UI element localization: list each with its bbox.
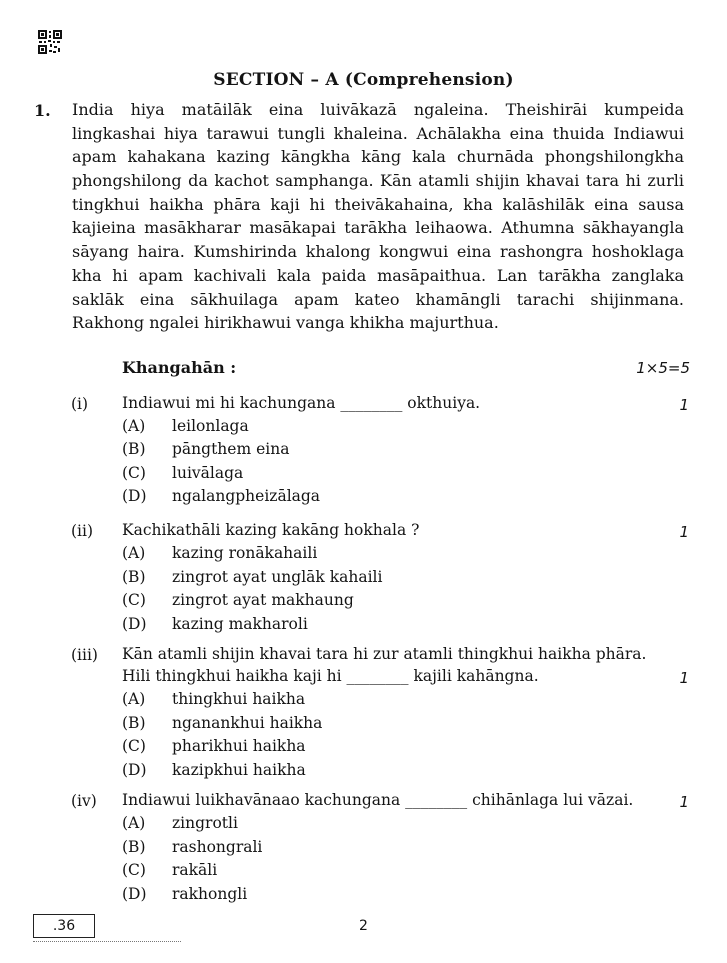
option-text: pāngthem eina	[172, 440, 290, 458]
option-label: (B)	[122, 568, 146, 586]
option-item	[122, 759, 306, 782]
subquestion-mark: 1	[679, 669, 689, 687]
section-title: SECTION – A (Comprehension)	[213, 70, 514, 90]
option-label: (C)	[122, 464, 146, 482]
option-label: (C)	[122, 591, 146, 609]
option-label: (A)	[122, 417, 146, 435]
option-item	[122, 883, 247, 906]
option-item	[122, 735, 306, 758]
option-label: (B)	[122, 440, 146, 458]
subquestion-mark: 1	[679, 523, 689, 541]
questions-heading: Khangahān :	[122, 358, 237, 377]
option-text: kazing makharoli	[172, 615, 308, 633]
option-label: (A)	[122, 690, 146, 708]
option-item	[122, 485, 320, 508]
passage-line: lingkashai hiya tarawui tungli khaleina. Achālakha eina thuida Indiawui	[72, 123, 684, 143]
subquestion-text: Kān atamli shijin khavai tara hi zur atamli thingkhui haikha phāra.	[122, 645, 647, 663]
passage-line: saklāk eina sākhuilaga apam kateo khamāngli tarachi shijinmana.	[72, 289, 684, 309]
option-text: leilonlaga	[172, 417, 249, 435]
option-text: nganankhui haikha	[172, 714, 323, 732]
option-item	[122, 462, 243, 485]
option-item	[122, 542, 317, 565]
option-text: zingrot ayat unglāk kahaili	[172, 568, 383, 586]
option-item	[122, 566, 382, 589]
questions-marks: 1×5=5	[636, 359, 690, 377]
qr-code-icon	[38, 30, 62, 54]
option-text: luivālaga	[172, 464, 244, 482]
paper-code-box: .36	[33, 914, 95, 938]
page-number: 2	[359, 918, 368, 934]
subquestion-text: Indiawui luikhavānaao kachungana ________ chihānlaga lui vāzai.	[122, 791, 634, 809]
option-label: (B)	[122, 714, 146, 732]
option-label: (A)	[122, 814, 146, 832]
subquestion-number: (iv)	[71, 792, 97, 810]
passage-line: kha hi apam kachivali kala paida masāpaithua. Lan tarākha zanglaka	[72, 265, 684, 285]
subquestion-number: (ii)	[71, 522, 94, 540]
subquestion-number: (i)	[71, 395, 89, 413]
option-text: zingrotli	[172, 814, 238, 832]
subquestion-mark: 1	[679, 396, 689, 414]
subquestion-text: Hili thingkhui haikha kaji hi ________ kajili kahāngna.	[122, 667, 539, 685]
comprehension-passage	[72, 98, 684, 335]
passage-line: India hiya matāilāk eina luivākazā ngaleina. Theishirāi kumpeida	[72, 100, 684, 119]
option-text: kazing ronākahaili	[172, 544, 318, 562]
passage-line: apam kahakana kazing kāngkha kāng kala churnāda phongshilongkha	[72, 147, 684, 167]
option-label: (B)	[122, 838, 146, 856]
option-label: (C)	[122, 737, 146, 755]
option-item	[122, 589, 354, 612]
footer-divider	[33, 941, 181, 942]
subquestion-number: (iii)	[71, 646, 98, 664]
subquestion-mark: 1	[679, 793, 689, 811]
passage-line: phongshilong da kachot samphanga. Kān atamli shijin khavai tara hi zurli	[72, 171, 684, 191]
option-label: (D)	[122, 885, 147, 903]
option-item	[122, 836, 262, 859]
option-text: rakāli	[172, 861, 218, 879]
option-text: zingrot ayat makhaung	[172, 591, 354, 609]
option-text: pharikhui haikha	[172, 737, 306, 755]
option-label: (D)	[122, 615, 147, 633]
option-label: (C)	[122, 861, 146, 879]
option-item	[122, 712, 322, 735]
option-text: rakhongli	[172, 885, 248, 903]
option-item	[122, 688, 305, 711]
subquestion-text: Indiawui mi hi kachungana ________ okthuiya.	[122, 394, 481, 412]
option-text: ngalangpheizālaga	[172, 487, 321, 505]
option-label: (A)	[122, 544, 146, 562]
option-text: rashongrali	[172, 838, 263, 856]
option-item	[122, 812, 238, 835]
option-label: (D)	[122, 761, 147, 779]
option-text: kazipkhui haikha	[172, 761, 306, 779]
question-number: 1.	[34, 101, 51, 120]
passage-line: Rakhong ngalei hirikhawui vanga khikha majurthua.	[72, 313, 499, 333]
option-item	[122, 613, 308, 636]
passage-line: kajieina masākharar masākapai tarākha leihaowa. Athumna sākhayangla	[72, 218, 684, 238]
option-text: thingkhui haikha	[172, 690, 306, 708]
option-item	[122, 438, 289, 461]
option-item	[122, 859, 217, 882]
passage-line: sāyang haira. Kumshirinda khalong kongwui eina rashongra hoshoklaga	[72, 242, 684, 262]
option-item	[122, 415, 249, 438]
passage-line: tingkhui haikha phāra kaji hi theivākahaina, kha kalāshilāk eina sausa	[72, 194, 684, 214]
subquestion-text: Kachikathāli kazing kakāng hokhala ?	[122, 521, 420, 539]
option-label: (D)	[122, 487, 147, 505]
